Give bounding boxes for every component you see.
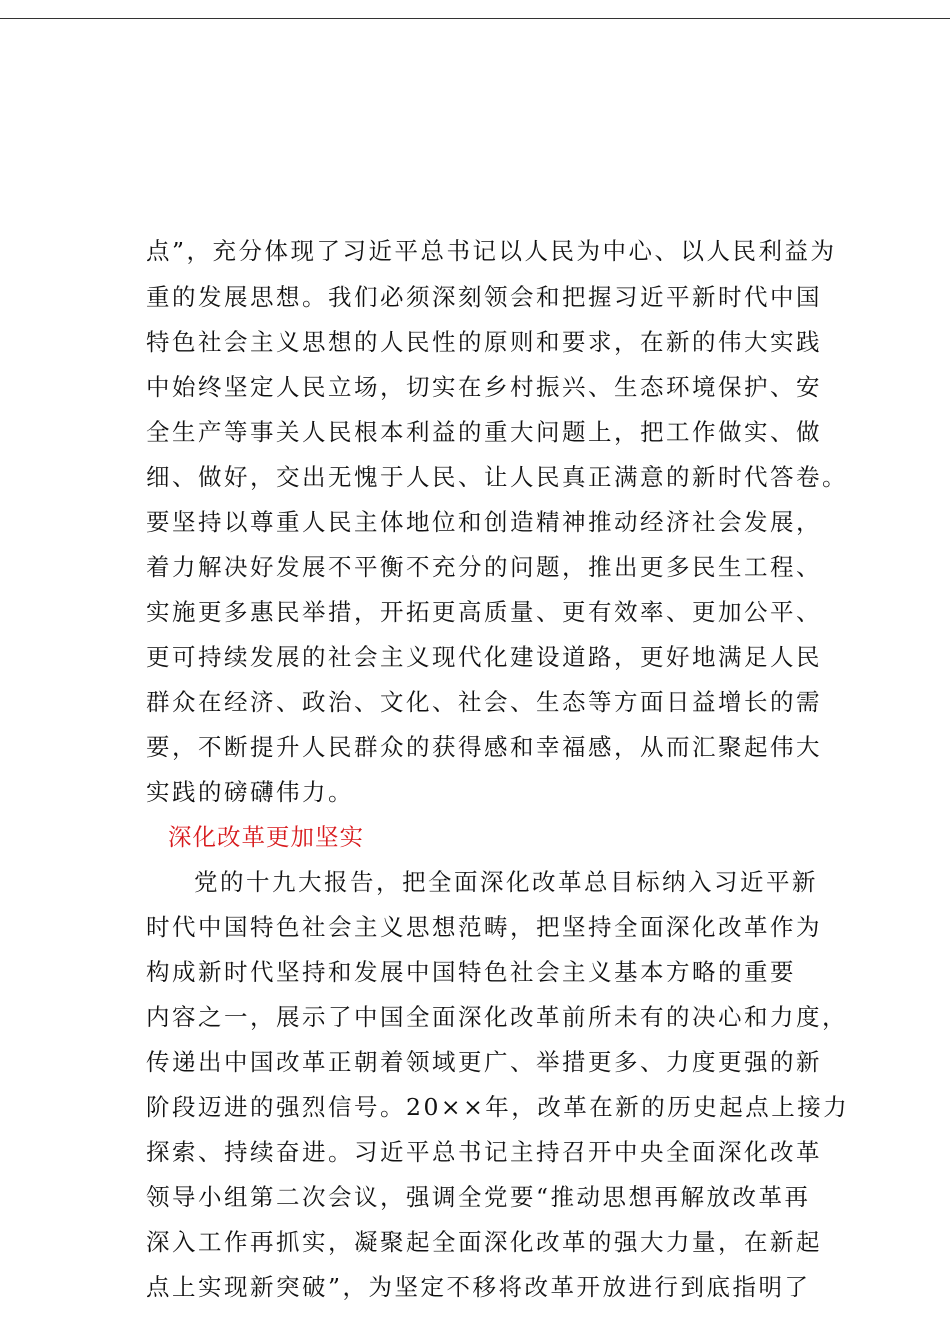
section-heading: 深化改革更加坚实 (168, 823, 364, 851)
paragraph-line: 细、做好，交出无愧于人民、让人民真正满意的新时代答卷。 (146, 463, 848, 491)
paragraph-line: 全生产等事关人民根本利益的重大问题上，把工作做实、做 (146, 418, 822, 446)
paragraph-line: 着力解决好发展不平衡不充分的问题，推出更多民生工程、 (146, 553, 822, 581)
paragraph-line: 要坚持以尊重人民主体地位和创造精神推动经济社会发展， (146, 508, 822, 536)
paragraph-line: 点上实现新突破”，为坚定不移将改革开放进行到底指明了 (146, 1273, 811, 1301)
paragraph-line: 群众在经济、政治、文化、社会、生态等方面日益增长的需 (146, 688, 822, 716)
paragraph-line: 内容之一，展示了中国全面深化改革前所未有的决心和力度， (146, 1003, 848, 1031)
paragraph-line: 重的发展思想。我们必须深刻领会和把握习近平新时代中国 (146, 283, 822, 311)
paragraph-line: 更可持续发展的社会主义现代化建设道路，更好地满足人民 (146, 643, 822, 671)
paragraph-line: 实施更多惠民举措，开拓更高质量、更有效率、更加公平、 (146, 598, 822, 626)
paragraph-line: 点”，充分体现了习近平总书记以人民为中心、以人民利益为 (146, 237, 837, 265)
paragraph-line: 领导小组第二次会议，强调全党要“推动思想再解放改革再 (146, 1183, 811, 1211)
paragraph-line: 实践的磅礴伟力。 (146, 778, 354, 806)
paragraph-line: 传递出中国改革正朝着领域更广、举措更多、力度更强的新 (146, 1048, 822, 1076)
paragraph-line: 特色社会主义思想的人民性的原则和要求，在新的伟大实践 (146, 328, 822, 356)
paragraph-line: 中始终坚定人民立场，切实在乡村振兴、生态环境保护、安 (146, 373, 822, 401)
paragraph-line: 要，不断提升人民群众的获得感和幸福感，从而汇聚起伟大 (146, 733, 822, 761)
paragraph-line: 探索、持续奋进。习近平总书记主持召开中央全面深化改革 (146, 1138, 822, 1166)
paragraph-line: 构成新时代坚持和发展中国特色社会主义基本方略的重要 (146, 958, 796, 986)
paragraph-line: 阶段迈进的强烈信号。20××年，改革在新的历史起点上接力 (146, 1093, 850, 1121)
paragraph-line: 党的十九大报告，把全面深化改革总目标纳入习近平新 (194, 868, 818, 896)
paragraph-line: 时代中国特色社会主义思想范畴，把坚持全面深化改革作为 (146, 913, 822, 941)
paragraph-line: 深入工作再抓实，凝聚起全面深化改革的强大力量，在新起 (146, 1228, 822, 1256)
